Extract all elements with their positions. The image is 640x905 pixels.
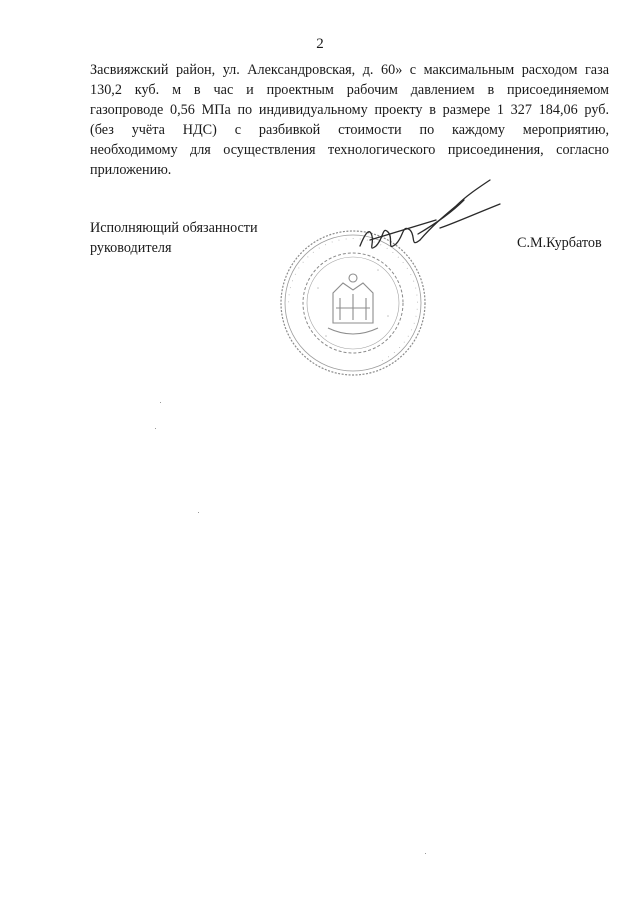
scan-speck [425,853,426,854]
body-line: газопроводе 0,56 МПа по индивидуальному проекту в размере 1 327 184,06 руб. [90,102,609,118]
signer-position-line: Исполняющий обязанности [90,220,258,236]
signer-name: С.М.Курбатов [517,235,602,251]
svg-text:· · · · · · · · · · · · · · ·: · · · · · · · · · · · · · · · · · · · · · · · · · · · · · · · · · · · · · · · [284,234,422,365]
body-line: необходимому для осуществления технологического присоединения, согласно [90,142,609,158]
handwritten-signature [340,176,510,276]
scan-speck [198,512,199,513]
signer-position [90,218,258,258]
page-number: 2 [316,36,324,52]
body-line: Засвияжский район, ул. Александровская, д. 60» с максимальным расходом газа [90,62,609,78]
scan-speck [155,428,156,429]
body-paragraph [90,60,609,180]
body-line: 130,2 куб. м в час и проектным рабочим давлением в присоединяемом [90,82,609,98]
scan-speck [160,402,161,403]
signer-position-line: руководителя [90,240,172,256]
body-line: приложению. [90,162,172,178]
body-line: (без учёта НДС) с разбивкой стоимости по каждому мероприятию, [90,122,609,138]
